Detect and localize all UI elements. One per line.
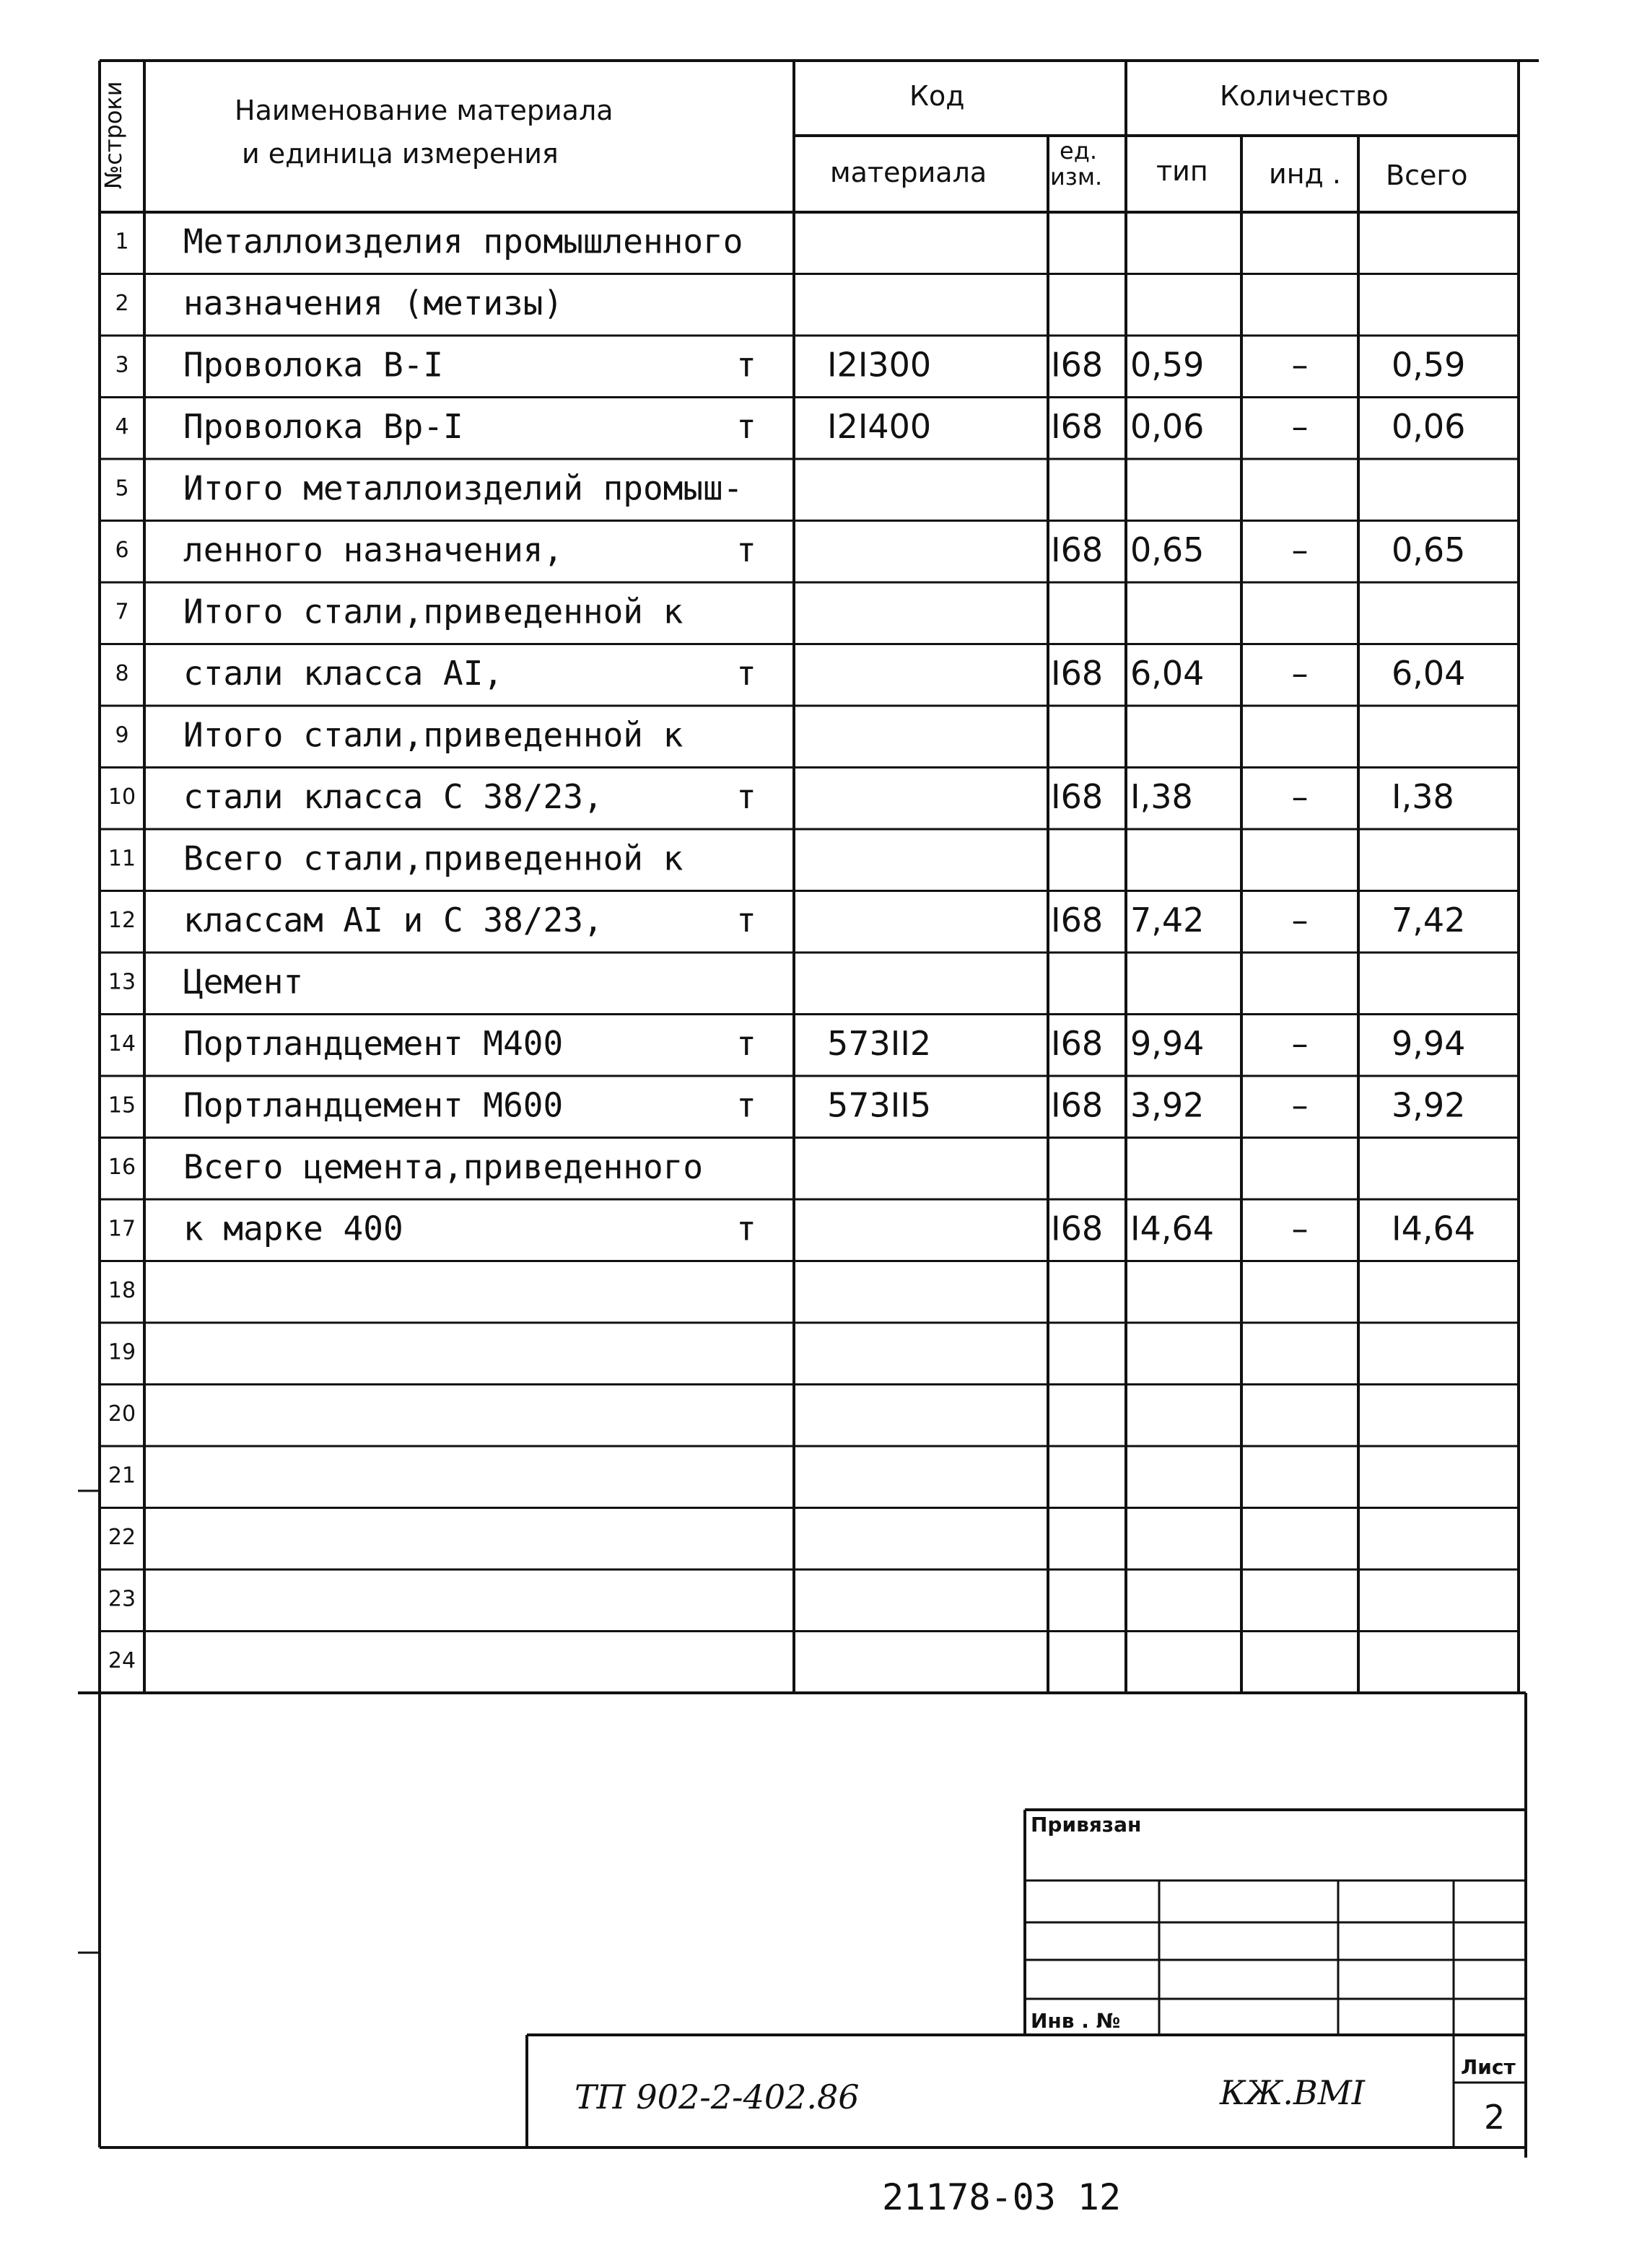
- unit-code: I68: [1051, 1085, 1104, 1125]
- material-unit: т: [736, 776, 756, 816]
- material-unit: т: [736, 653, 756, 693]
- row-number: 6: [115, 537, 129, 563]
- quantity-ind: –: [1291, 345, 1309, 385]
- material-name: Цемент: [183, 962, 304, 1002]
- row-number: 10: [108, 784, 136, 810]
- material-unit: т: [736, 1085, 756, 1125]
- quantity-total-header: Всего: [1386, 159, 1468, 191]
- material-code: 573II5: [827, 1085, 932, 1125]
- row-number: 20: [108, 1401, 136, 1427]
- row-number: 2: [115, 290, 129, 316]
- unit-code: I68: [1051, 776, 1104, 816]
- quantity-ind: –: [1291, 1209, 1309, 1248]
- unit-code: I68: [1051, 1023, 1104, 1063]
- quantity-type: 0,06: [1130, 406, 1205, 446]
- document-code: КЖ.ВМI: [1220, 2073, 1365, 2112]
- row-number: 8: [115, 660, 129, 686]
- material-code: I2I300: [827, 345, 932, 385]
- material-name: классам AI и С 38/23,: [183, 900, 603, 940]
- row-number: 12: [108, 907, 136, 933]
- sheet-label: Лист: [1461, 2055, 1516, 2079]
- quantity-total: 3,92: [1392, 1085, 1466, 1125]
- quantity-type: I4,64: [1130, 1209, 1214, 1248]
- material-name: Всего стали,приведенной к: [183, 839, 684, 878]
- title-block: [78, 1491, 1526, 2158]
- row-number: 7: [115, 599, 129, 625]
- quantity-type: 9,94: [1130, 1023, 1205, 1063]
- unit-header-line2: изм.: [1050, 163, 1103, 191]
- material-name: Итого металлоизделий промыш-: [183, 468, 743, 508]
- code-group-header: Код: [909, 80, 965, 112]
- row-number: 9: [115, 722, 129, 748]
- footer-archive-number: 21178-03 12: [882, 2176, 1122, 2218]
- quantity-type: 3,92: [1130, 1085, 1205, 1125]
- quantity-total: 7,42: [1392, 900, 1466, 940]
- material-name: Итого стали,приведенной к: [183, 592, 684, 631]
- quantity-total: I4,64: [1392, 1209, 1475, 1248]
- row-number: 14: [108, 1030, 136, 1056]
- quantity-total: 6,04: [1392, 653, 1466, 693]
- quantity-type: 0,65: [1130, 530, 1205, 569]
- material-unit: т: [736, 1023, 756, 1063]
- row-number: 4: [115, 413, 129, 439]
- material-unit: т: [736, 345, 756, 385]
- unit-code: I68: [1051, 406, 1104, 446]
- quantity-type: 7,42: [1130, 900, 1205, 940]
- unit-code: I68: [1051, 1209, 1104, 1248]
- privyazan-label: Привязан: [1031, 1813, 1142, 1836]
- row-number: 21: [108, 1463, 136, 1489]
- material-name: ленного назначения,: [183, 530, 564, 569]
- material-unit: т: [736, 900, 756, 940]
- quantity-ind: –: [1291, 776, 1309, 816]
- table-body: [108, 222, 1475, 1673]
- unit-header-line1: ед.: [1060, 137, 1097, 165]
- material-name: стали класса С 38/23,: [183, 776, 603, 816]
- row-number: 23: [108, 1586, 136, 1612]
- unit-code: I68: [1051, 900, 1104, 940]
- material-name: Всего цемента,приведенного: [183, 1147, 704, 1186]
- quantity-total: 0,65: [1392, 530, 1466, 569]
- material-code: I2I400: [827, 406, 932, 446]
- material-unit: т: [736, 406, 756, 446]
- quantity-ind: –: [1291, 900, 1309, 940]
- quantity-total: I,38: [1392, 776, 1454, 816]
- unit-code: I68: [1051, 653, 1104, 693]
- quantity-group-header: Количество: [1220, 80, 1389, 112]
- sheet-number: 2: [1484, 2098, 1506, 2137]
- material-name: Проволока В-I: [183, 345, 444, 385]
- project-code: ТП 902-2-402.86: [575, 2077, 860, 2116]
- quantity-ind: –: [1291, 406, 1309, 446]
- row-number: 3: [115, 352, 129, 378]
- row-number: 18: [108, 1277, 136, 1303]
- material-unit: т: [736, 1209, 756, 1248]
- code-material-header: материала: [830, 157, 987, 188]
- quantity-type-header: тип: [1156, 155, 1208, 187]
- material-name: Металлоизделия промышленного: [183, 222, 743, 261]
- quantity-ind-header: инд .: [1269, 158, 1341, 190]
- quantity-type: I,38: [1130, 776, 1193, 816]
- quantity-ind: –: [1291, 653, 1309, 693]
- row-number: 1: [115, 229, 129, 255]
- inventory-number-label: Инв . №: [1031, 2009, 1121, 2033]
- quantity-type: 0,59: [1130, 345, 1205, 385]
- name-header-line2: и единица измерения: [242, 138, 559, 170]
- quantity-ind: –: [1291, 1085, 1309, 1125]
- quantity-type: 6,04: [1130, 653, 1205, 693]
- material-name: Проволока Вр-I: [183, 406, 463, 446]
- row-number: 11: [108, 846, 136, 872]
- material-name: Портландцемент М400: [183, 1023, 564, 1063]
- quantity-total: 0,59: [1392, 345, 1466, 385]
- quantity-total: 0,06: [1392, 406, 1466, 446]
- row-number-header: №строки: [100, 81, 127, 189]
- row-number: 13: [108, 969, 136, 995]
- row-number: 17: [108, 1216, 136, 1242]
- row-number: 15: [108, 1093, 136, 1118]
- row-number: 22: [108, 1524, 136, 1550]
- quantity-ind: –: [1291, 530, 1309, 569]
- unit-code: I68: [1051, 345, 1104, 385]
- quantity-total: 9,94: [1392, 1023, 1466, 1063]
- unit-code: I68: [1051, 530, 1104, 569]
- row-number: 16: [108, 1154, 136, 1180]
- material-name: назначения (метизы): [183, 283, 564, 323]
- row-number: 24: [108, 1647, 136, 1673]
- row-number: 19: [108, 1339, 136, 1365]
- material-name: Итого стали,приведенной к: [183, 715, 684, 755]
- material-name: к марке 400: [183, 1209, 403, 1248]
- material-unit: т: [736, 530, 756, 569]
- material-code: 573II2: [827, 1023, 932, 1063]
- row-number: 5: [115, 476, 129, 502]
- material-name: Портландцемент М600: [183, 1085, 564, 1125]
- quantity-ind: –: [1291, 1023, 1309, 1063]
- material-name: стали класса AI,: [183, 653, 504, 693]
- name-header-line1: Наименование материала: [235, 95, 613, 126]
